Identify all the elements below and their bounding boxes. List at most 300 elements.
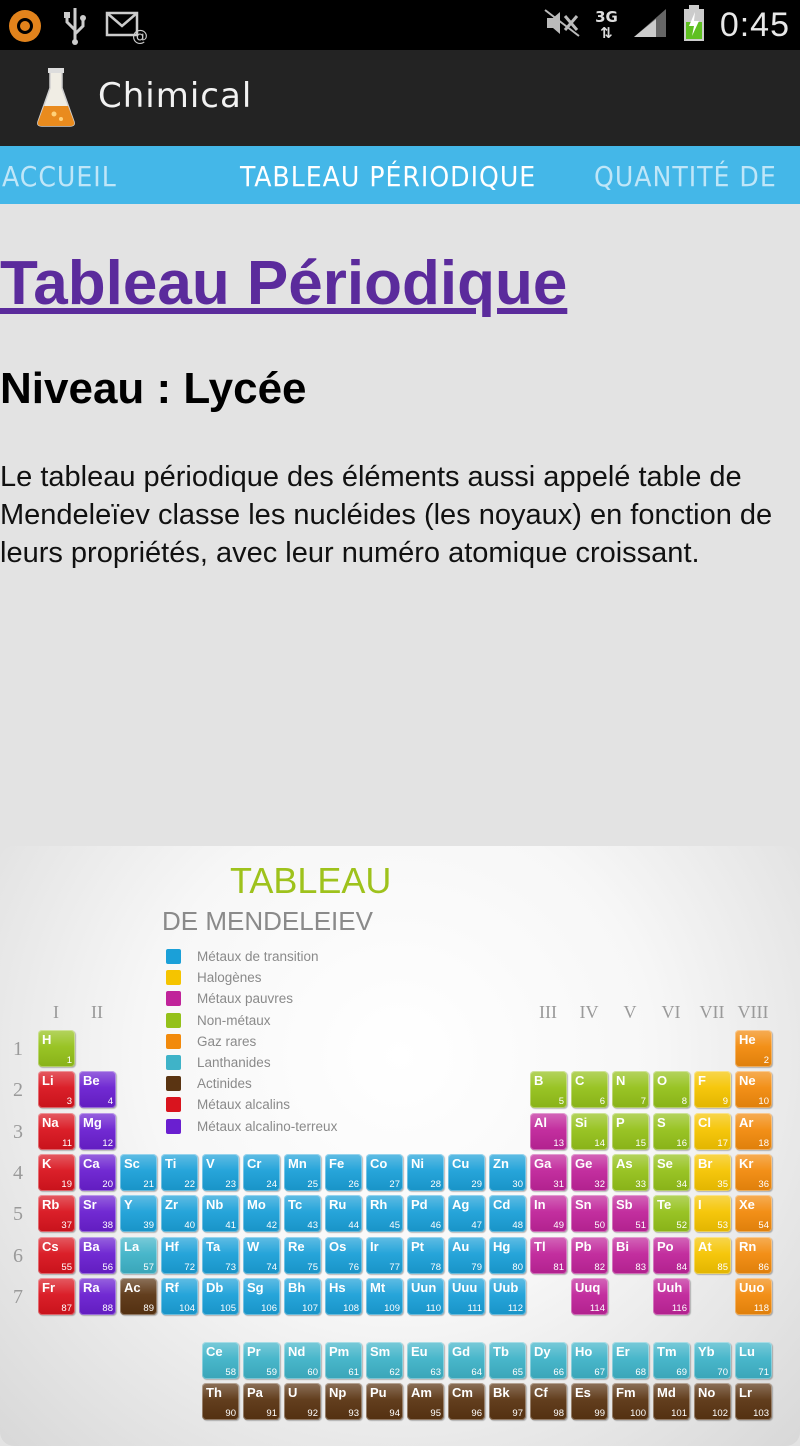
element-symbol: Zr [165,1197,178,1213]
element-symbol: Ir [370,1238,379,1254]
element-number: 75 [307,1261,318,1273]
element-number: 47 [471,1220,482,1232]
legend [166,946,337,1137]
element-number: 106 [261,1302,277,1314]
element-cell [120,1237,157,1274]
element-symbol: Pt [411,1238,424,1254]
element-number: 66 [553,1367,564,1378]
element-cell [571,1154,608,1191]
element-number: 74 [266,1261,277,1273]
element-cell [79,1237,116,1274]
element-number: 90 [225,1408,236,1419]
legend-item [166,946,337,967]
element-cell [653,1383,690,1420]
element-number: 32 [594,1178,605,1190]
figure-subtitle: DE MENDELEIEV [162,906,373,936]
element-cell [694,1195,731,1232]
legend-item [166,1094,337,1115]
element-cell [407,1154,444,1191]
element-symbol: Ce [206,1344,223,1359]
element-number: 64 [471,1367,482,1378]
element-number: 42 [266,1220,277,1232]
element-number: 37 [61,1220,72,1232]
period-label: 5 [13,1203,23,1226]
app-title: Chimical [98,76,253,116]
element-cell [653,1113,690,1150]
element-symbol: Uub [493,1279,519,1295]
element-symbol: Pu [370,1385,387,1400]
element-number: 15 [635,1137,646,1149]
element-cell [571,1237,608,1274]
element-symbol: Pr [247,1344,261,1359]
element-number: 43 [307,1220,318,1232]
element-symbol: Nd [288,1344,306,1359]
tab-bar [0,146,800,204]
period-label: 4 [13,1161,23,1184]
element-number: 95 [430,1408,441,1419]
element-cell [366,1237,403,1274]
element-cell [202,1237,239,1274]
element-number: 16 [676,1137,687,1149]
element-cell [79,1113,116,1150]
element-symbol: Rn [739,1238,757,1254]
element-cell [735,1030,772,1067]
element-number: 71 [758,1367,769,1378]
element-cell [161,1237,198,1274]
element-cell [161,1195,198,1232]
element-symbol: As [616,1155,633,1171]
element-cell [653,1342,690,1379]
element-cell [38,1113,75,1150]
element-cell [79,1195,116,1232]
element-number: 7 [640,1096,646,1108]
element-number: 25 [307,1178,318,1190]
element-symbol: C [575,1073,585,1089]
element-symbol: Ca [83,1155,100,1171]
element-cell [612,1195,649,1232]
element-number: 60 [307,1367,318,1378]
element-number: 76 [348,1261,359,1273]
element-symbol: Pd [411,1197,428,1213]
element-number: 111 [467,1302,482,1314]
element-cell [407,1383,444,1420]
element-symbol: Ag [452,1197,470,1213]
element-number: 69 [676,1367,687,1378]
group-label: IV [579,1002,599,1022]
element-cell [202,1342,239,1379]
element-number: 63 [430,1367,441,1378]
element-symbol: Sb [616,1197,633,1213]
element-cell [571,1195,608,1232]
element-symbol: P [616,1114,625,1130]
element-symbol: Ru [329,1197,347,1213]
element-cell [284,1237,321,1274]
element-cell [284,1154,321,1191]
element-symbol: Rf [165,1279,179,1295]
legend-item [166,1010,337,1031]
element-number: 29 [471,1178,482,1190]
element-number: 104 [179,1302,195,1314]
element-cell [653,1278,690,1315]
element-cell [571,1342,608,1379]
element-symbol: Mg [83,1114,102,1130]
element-number: 11 [62,1137,72,1149]
element-symbol: Lr [739,1385,752,1400]
element-number: 99 [594,1408,605,1419]
element-symbol: Ne [739,1073,756,1089]
signal-icon [632,7,668,43]
element-cell [120,1154,157,1191]
element-symbol: Ar [739,1114,754,1130]
element-number: 39 [143,1220,154,1232]
element-cell [38,1237,75,1274]
element-symbol: Ni [411,1155,424,1171]
element-number: 20 [102,1178,113,1190]
element-number: 12 [102,1137,113,1149]
element-number: 107 [302,1302,318,1314]
element-cell [694,1383,731,1420]
element-symbol: Fe [329,1155,345,1171]
element-symbol: Zn [493,1155,509,1171]
element-number: 56 [102,1261,113,1273]
element-symbol: Au [452,1238,470,1254]
element-number: 97 [512,1408,523,1419]
element-cell [571,1071,608,1108]
element-cell [530,1154,567,1191]
element-number: 33 [635,1178,646,1190]
element-number: 40 [184,1220,195,1232]
legend-item [166,967,337,988]
battery-charging-icon [682,4,706,46]
element-symbol: Co [370,1155,388,1171]
element-cell [366,1195,403,1232]
legend-swatch [166,1097,181,1112]
element-cell [120,1278,157,1315]
element-number: 79 [471,1261,482,1273]
element-symbol: Uuq [575,1279,601,1295]
legend-swatch [166,1013,181,1028]
tab-tableau-periodique[interactable]: TABLEAU PÉRIODIQUE [240,160,537,193]
element-cell [735,1195,772,1232]
element-number: 9 [722,1096,728,1108]
element-number: 87 [61,1302,72,1314]
element-number: 36 [758,1178,769,1190]
element-number: 72 [184,1261,195,1273]
element-number: 8 [681,1096,687,1108]
element-cell [735,1113,772,1150]
element-symbol: Tc [288,1197,303,1213]
element-cell [161,1154,198,1191]
element-symbol: Uuh [657,1279,683,1295]
element-number: 88 [102,1302,113,1314]
element-cell [284,1195,321,1232]
element-number: 31 [553,1178,564,1190]
element-cell [612,1071,649,1108]
figure-title: TABLEAU [230,860,392,901]
legend-swatch [166,949,181,964]
element-cell [571,1113,608,1150]
element-cell [448,1154,485,1191]
element-symbol: Hs [329,1279,346,1295]
element-number: 93 [348,1408,359,1419]
element-symbol: Cl [698,1114,711,1130]
element-cell [612,1237,649,1274]
element-number: 73 [225,1261,236,1273]
element-number: 2 [763,1055,769,1066]
element-number: 67 [594,1367,605,1378]
element-symbol: Ti [165,1155,177,1171]
element-number: 58 [225,1367,236,1378]
element-symbol: B [534,1073,544,1089]
element-cell [530,1237,567,1274]
element-symbol: At [698,1238,712,1254]
element-cell [202,1383,239,1420]
element-cell [448,1342,485,1379]
legend-item [166,988,337,1009]
element-cell [325,1383,362,1420]
element-symbol: V [206,1155,215,1171]
element-cell [202,1195,239,1232]
element-symbol: Bk [493,1385,510,1400]
element-number: 5 [558,1096,564,1108]
element-symbol: Th [206,1385,222,1400]
period-label: 6 [13,1244,23,1267]
element-cell [407,1237,444,1274]
element-number: 1 [66,1055,72,1066]
element-cell [38,1071,75,1108]
element-number: 57 [143,1261,154,1273]
element-symbol: Nb [206,1197,224,1213]
element-cell [694,1071,731,1108]
element-symbol: W [247,1238,260,1254]
element-cell [530,1071,567,1108]
legend-swatch [166,970,181,985]
element-number: 92 [307,1408,318,1419]
element-cell [243,1154,280,1191]
element-cell [612,1113,649,1150]
element-number: 94 [389,1408,400,1419]
element-cell [612,1383,649,1420]
element-symbol: Mn [288,1155,307,1171]
period-label: 3 [13,1120,23,1143]
element-symbol: Xe [739,1197,755,1213]
element-number: 54 [758,1220,769,1232]
element-number: 35 [717,1178,728,1190]
element-number: 28 [430,1178,441,1190]
element-symbol: O [657,1073,668,1089]
legend-swatch [166,1119,181,1134]
element-number: 68 [635,1367,646,1378]
element-symbol: Mt [370,1279,386,1295]
element-symbol: N [616,1073,626,1089]
element-cell [366,1154,403,1191]
element-number: 102 [712,1408,728,1419]
element-number: 4 [107,1096,113,1108]
element-symbol: La [124,1238,140,1254]
element-cell [735,1237,772,1274]
element-number: 3 [66,1096,72,1108]
element-symbol: I [698,1197,702,1213]
element-cell [489,1195,526,1232]
element-number: 41 [225,1220,236,1232]
legend-item [166,1052,337,1073]
element-cell [202,1154,239,1191]
element-number: 86 [758,1261,769,1273]
flask-icon[interactable] [34,66,78,134]
level-heading: Niveau : Lycée [0,364,307,413]
element-symbol: Cr [247,1155,262,1171]
element-number: 65 [512,1367,523,1378]
element-symbol: F [698,1073,706,1089]
element-cell [38,1278,75,1315]
element-cell [448,1237,485,1274]
element-symbol: Cf [534,1385,548,1400]
element-symbol: Hg [493,1238,511,1254]
element-number: 83 [635,1261,646,1273]
element-number: 89 [143,1302,154,1314]
element-cell [448,1195,485,1232]
period-label: 1 [13,1038,23,1060]
element-cell [653,1195,690,1232]
page-title[interactable]: Tableau Périodique [0,249,568,318]
element-cell [407,1278,444,1315]
element-number: 116 [671,1302,687,1314]
element-symbol: Kr [739,1155,754,1171]
element-symbol: Sc [124,1155,140,1171]
element-symbol: Dy [534,1344,551,1359]
element-cell [612,1342,649,1379]
element-symbol: Se [657,1155,673,1171]
element-cell [325,1154,362,1191]
element-symbol: Tm [657,1344,677,1359]
element-cell [243,1195,280,1232]
element-number: 38 [102,1220,113,1232]
legend-label: Gaz rares [197,1033,257,1049]
element-symbol: Ge [575,1155,593,1171]
element-cell [530,1113,567,1150]
element-number: 13 [553,1137,564,1149]
description-paragraph: Le tableau périodique des éléments aussi appelé table de Mendeleïev classe les nucléides (les noyaux) en fonction de leurs propriétés, avec leur numéro atomique croissant. [0,461,773,569]
period-label: 7 [13,1285,23,1308]
element-symbol: Rh [370,1197,388,1213]
element-symbol: Yb [698,1344,715,1359]
element-symbol: Fr [42,1279,55,1295]
element-symbol: Md [657,1385,676,1400]
element-symbol: Sr [83,1197,97,1213]
element-number: 84 [676,1261,687,1273]
element-symbol: Bh [288,1279,306,1295]
element-number: 27 [389,1178,400,1190]
element-symbol: In [534,1197,546,1213]
group-label: V [623,1002,637,1022]
element-number: 17 [717,1137,728,1149]
element-number: 48 [512,1220,523,1232]
element-number: 19 [61,1178,72,1190]
action-bar [0,50,800,146]
element-symbol: K [42,1155,52,1171]
element-symbol: Sn [575,1197,592,1213]
element-cell [735,1154,772,1191]
element-number: 82 [594,1261,605,1273]
element-number: 23 [225,1178,236,1190]
element-symbol: Mo [247,1197,266,1213]
element-cell [735,1383,772,1420]
element-number: 53 [717,1220,728,1232]
element-number: 51 [635,1220,646,1232]
element-cell [325,1342,362,1379]
element-cell [325,1195,362,1232]
legend-label: Halogènes [197,970,262,986]
element-number: 85 [717,1261,728,1273]
element-number: 52 [676,1220,687,1232]
element-number: 22 [184,1178,195,1190]
element-symbol: Db [206,1279,224,1295]
element-number: 18 [758,1137,769,1149]
group-label: II [91,1002,103,1022]
element-number: 70 [717,1367,728,1378]
mute-icon [543,8,581,42]
element-number: 101 [671,1408,687,1419]
element-cell [161,1278,198,1315]
legend-label: Actinides [197,1076,252,1092]
tab-quantite-de[interactable]: QUANTITÉ DE [594,160,777,193]
legend-swatch [166,1055,181,1070]
element-symbol: Ta [206,1238,221,1254]
status-bar [0,0,800,50]
legend-label: Métaux alcalino-terreux [197,1118,338,1134]
element-symbol: Ac [124,1279,141,1295]
element-number: 114 [589,1302,605,1314]
group-label: III [539,1002,557,1022]
element-number: 34 [676,1178,687,1190]
element-symbol: Eu [411,1344,428,1359]
element-symbol: Ga [534,1155,552,1171]
element-symbol: Bi [616,1238,629,1254]
element-cell [407,1195,444,1232]
network-arrows-icon: ⇅ [600,24,613,42]
element-symbol: Uuu [452,1279,478,1295]
legend-label: Lanthanides [197,1055,271,1071]
element-number: 77 [389,1261,400,1273]
element-number: 44 [348,1220,359,1232]
element-symbol: Pm [329,1344,350,1359]
element-number: 49 [553,1220,564,1232]
element-symbol: Al [534,1114,547,1130]
email-icon [106,10,146,46]
element-cell [530,1383,567,1420]
element-cell [325,1237,362,1274]
element-symbol: Tl [534,1238,546,1254]
element-cell [489,1383,526,1420]
element-symbol: Fm [616,1385,636,1400]
element-cell [243,1342,280,1379]
group-label: VII [699,1002,725,1022]
element-cell [653,1071,690,1108]
element-cell [38,1195,75,1232]
element-cell [489,1237,526,1274]
element-cell [735,1278,772,1315]
element-symbol: S [657,1114,666,1130]
element-number: 14 [594,1137,605,1149]
element-number: 61 [348,1367,359,1378]
element-number: 78 [430,1261,441,1273]
group-label: VI [661,1002,681,1022]
element-symbol: Si [575,1114,588,1130]
element-symbol: No [698,1385,716,1400]
element-symbol: Hf [165,1238,179,1254]
element-symbol: Os [329,1238,347,1254]
tab-accueil[interactable]: ACCUEIL [2,160,117,193]
